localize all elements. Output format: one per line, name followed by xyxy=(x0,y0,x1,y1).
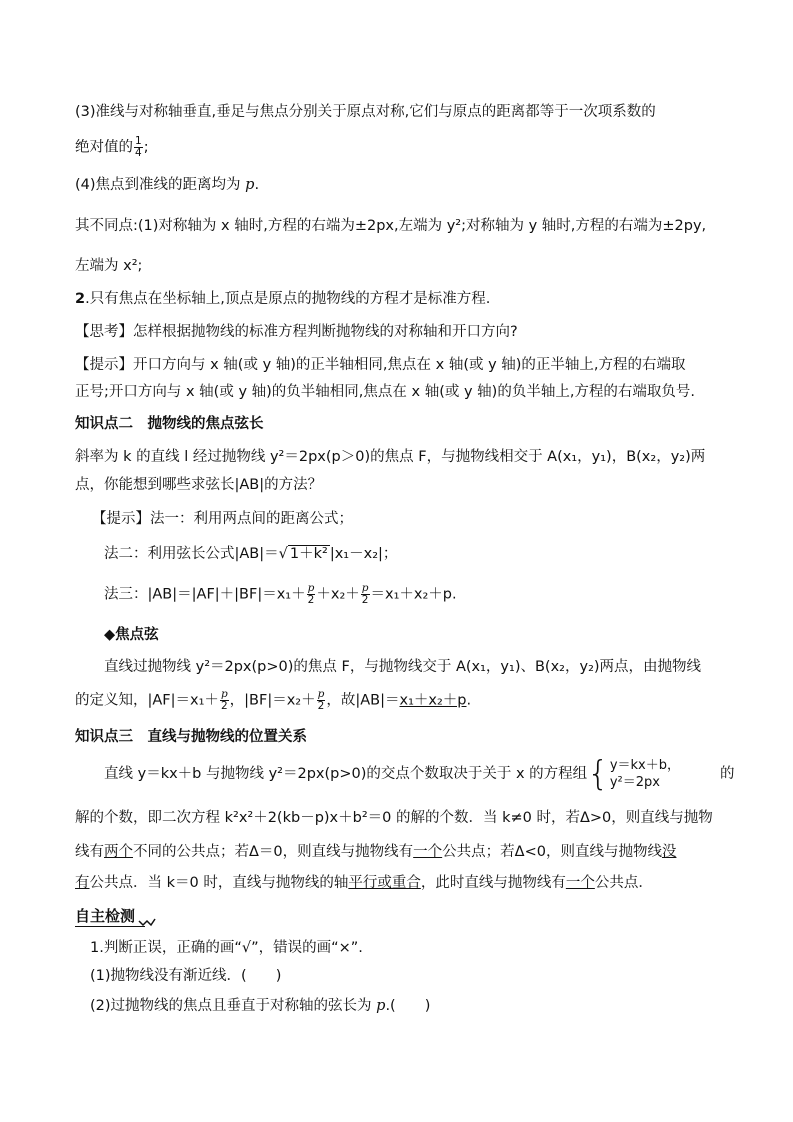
text: ，此时直线与抛物线有 xyxy=(420,875,566,891)
text: 公共点．当 k＝0 时，直线与抛物线的轴 xyxy=(89,875,349,891)
text-line xyxy=(75,382,725,402)
text: ，|BF|＝x₂＋ xyxy=(229,692,316,709)
text: 的 xyxy=(720,766,735,782)
text: 其不同点:(1)对称轴为 x 轴时,方程的右端为±2px,左端为 y²;对称轴为 y 轴时,方程的右端为±2py, xyxy=(75,218,707,234)
fraction xyxy=(220,689,229,712)
equation-system xyxy=(610,757,680,791)
text: ; xyxy=(143,139,149,156)
denominator: 2 xyxy=(307,594,315,606)
heading-text: 知识点三 直线与抛物线的位置关系 xyxy=(75,729,307,745)
fraction xyxy=(307,583,316,606)
text-line xyxy=(75,102,725,122)
text: ，故|AB|＝ xyxy=(326,692,400,709)
text: 公共点． xyxy=(594,875,653,891)
text: (3)准线与对称轴垂直,垂足与焦点分别关于原点对称,它们与原点的距离都等于一次项系数的 xyxy=(75,104,656,120)
text: 法三：|AB|＝|AF|＋|BF|＝x₁＋ xyxy=(104,586,306,603)
answer-underline: 两个 xyxy=(104,844,133,860)
text: 正号;开口方向与 x 轴(或 y 轴)的负半轴相同,焦点在 x 轴(或 y 轴)的负半轴上,方程的右端取负号. xyxy=(75,384,696,400)
numerator: 1 xyxy=(135,135,142,147)
wave-decoration-icon xyxy=(138,915,156,927)
section-heading xyxy=(75,727,725,747)
text: 线有 xyxy=(75,844,104,860)
denominator: 2 xyxy=(220,700,228,712)
numerator: p xyxy=(307,582,315,594)
fraction xyxy=(361,583,370,606)
subsection-heading xyxy=(104,625,754,645)
text: .只有焦点在坐标轴上,顶点是原点的抛物线的方程才是标准方程. xyxy=(85,291,491,307)
text-line xyxy=(75,689,725,712)
question-text: (2)过抛物线的焦点且垂直于对称轴的弦长为 xyxy=(90,998,377,1014)
text-line xyxy=(75,136,725,159)
text-line xyxy=(75,475,725,495)
text: (4)焦点到准线的距离均为 xyxy=(75,177,246,193)
numerator: p xyxy=(220,688,228,700)
var-p: p xyxy=(376,998,386,1014)
text: 点，你能想到哪些求弦长|AB|的方法？ xyxy=(75,477,323,493)
text: ＋x₂＋ xyxy=(316,586,360,603)
text-line xyxy=(90,938,740,958)
text: . xyxy=(254,177,260,193)
answer-underline: 一个 xyxy=(413,844,443,860)
text-line xyxy=(75,289,725,309)
text-line xyxy=(75,256,725,276)
numerator: p xyxy=(317,688,325,700)
text: 不同的公共点；若Δ＝0，则直线与抛物线有 xyxy=(133,844,414,860)
equation-2: y²＝2px xyxy=(609,775,660,790)
text: 公共点；若Δ<0，则直线与抛物线 xyxy=(442,844,662,860)
text-line xyxy=(75,808,725,828)
text: 斜率为 k 的直线 l 经过抛物线 y²＝2px(p＞0)的焦点 F，与抛物线相交于 A(x₁，y₁)，B(x₂，y₂)两 xyxy=(75,449,706,465)
text-line xyxy=(75,175,725,195)
text: |x₁－x₂|； xyxy=(329,546,398,562)
text-line xyxy=(75,216,725,236)
denominator: 4 xyxy=(135,147,142,159)
text: . xyxy=(466,692,472,709)
heading-text: ◆焦点弦 xyxy=(104,627,159,643)
text-line xyxy=(75,322,725,342)
answer-underline: 有 xyxy=(75,875,90,891)
heading-text: 知识点二 抛物线的焦点弦长 xyxy=(75,416,264,432)
text-line xyxy=(92,509,742,529)
text: 的定义知，|AF|＝x₁＋ xyxy=(75,692,219,709)
fraction xyxy=(134,136,143,159)
text: 解的个数，即二次方程 k²x²＋2(kb－p)x＋b²＝0 的解的个数．当 k≠0 时，若Δ>0，则直线与抛物 xyxy=(75,810,713,826)
question-text: 1.判断正误，正确的画“√”，错误的画“×”. xyxy=(90,940,363,956)
denominator: 2 xyxy=(317,700,325,712)
text: 绝对值的 xyxy=(75,139,133,156)
fraction xyxy=(317,689,326,712)
text: ＝x₁＋x₂＋p. xyxy=(370,586,457,603)
section-heading xyxy=(75,414,725,434)
text-line xyxy=(75,447,725,467)
text-line xyxy=(90,966,740,986)
text-line xyxy=(90,996,740,1016)
text: 左端为 x²; xyxy=(75,258,143,274)
text-line: 法二：利用弦长公式|AB|＝√ 1＋k² |x₁－x₂|； xyxy=(104,546,398,562)
answer-underline: 没 xyxy=(661,844,677,860)
numerator: p xyxy=(361,582,369,594)
question-text: .( ) xyxy=(385,998,431,1014)
text-line xyxy=(104,754,754,794)
text: 直线过抛物线 y²＝2px(p>0)的焦点 F，与抛物线交于 A(x₁，y₁)、B(x₂，y₂)两点，由抛物线 xyxy=(104,659,702,675)
text: 直线 y＝kx＋b 与抛物线 y²＝2px(p>0)的交点个数取决于关于 x 的方程组 xyxy=(104,766,588,782)
sqrt-expression: 1＋k² xyxy=(289,546,328,562)
brace-symbol: { xyxy=(587,754,609,794)
text: 【提示】法一：利用两点间的距离公式； xyxy=(92,511,353,527)
equation-1: y＝kx＋b， xyxy=(609,758,680,773)
answer-underline: 一个 xyxy=(565,875,595,891)
question-text: (1)抛物线没有渐近线．( ) xyxy=(90,968,282,984)
text: 法二：利用弦长公式|AB|＝ xyxy=(104,546,279,562)
text-line xyxy=(75,355,725,375)
text-line xyxy=(75,873,725,893)
denominator: 2 xyxy=(361,594,369,606)
var-p: p xyxy=(245,177,255,193)
answer-underline: x₁＋x₂＋p xyxy=(399,692,467,709)
text: 【思考】怎样根据抛物线的标准方程判断抛物线的对称轴和开口方向? xyxy=(75,324,518,340)
text-line xyxy=(75,842,725,862)
text: 【提示】开口方向与 x 轴(或 y 轴)的正半轴相同,焦点在 x 轴(或 y 轴)的正半轴上,方程的右端取 xyxy=(75,357,686,373)
answer-underline: 平行或重合 xyxy=(348,875,421,891)
self-test-heading xyxy=(75,905,145,927)
item-number: 2 xyxy=(75,291,86,307)
text-line xyxy=(104,657,754,677)
heading-text: 自主检测 xyxy=(75,907,136,925)
text-line xyxy=(104,583,754,606)
